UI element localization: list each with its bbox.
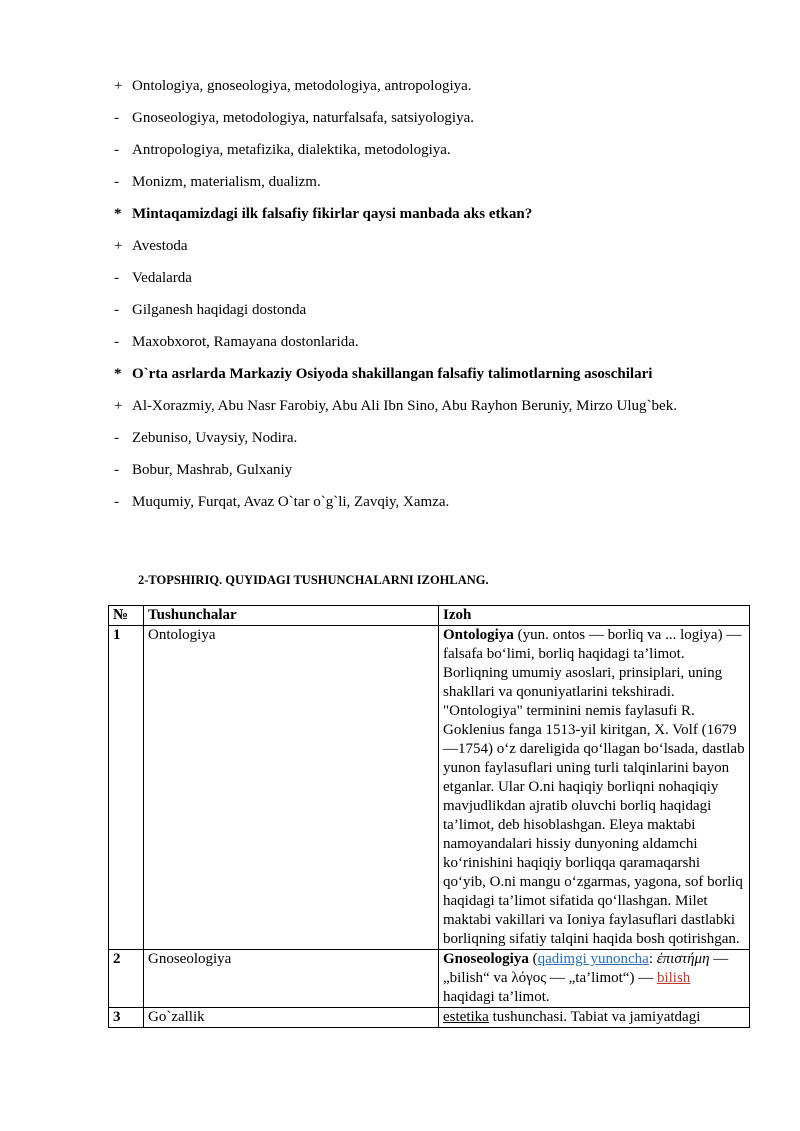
greek-word: ἐπιστήμη: [656, 951, 710, 967]
desc-text: (yun. ontos — borliq va ... logiya) — falsafa bo‘limi, borliq haqidagi ta’limot. Borliqning umumiy asoslari, prinsiplari, uning shakllari va qonuniyatlarini tekshiradi. "Ontologiya" terminini nemis faylasufi R. Goklenius fanga 1513-yil kiritgan, X. Volf (1679—1754) o‘z dareligida qo‘llagan bo‘lsada, dastlab yunon faylasuflari uning turli talqinlarini bayon etganlar. Ular O.ni haqiqiy borliqni nohaqiqiy mavjudlikdan ajratib oluvchi borliq haqidagi ta’limot, deb hisoblashgan. Eleya maktabi namoyandalari hissiy dunyoning aldamchi ko‘rinishini haqiqiy borliqqa qaramaqarshi qo‘yib, O.ni mangu o‘zgarmas, yagona, sof borliq haqidagi ta’limot sifatida qo‘llashgan. Milet maktabi vakillari va Ioniya faylasuflari dastlabki borliqning sifatiy talqini haqida bosh qotirishgan.: [443, 627, 745, 947]
desc-term-bold: Ontologiya: [443, 627, 514, 643]
quiz-marker: -: [114, 302, 119, 318]
quiz-option: [114, 461, 292, 479]
row-num: 1: [109, 626, 144, 950]
row-description: [439, 950, 750, 1008]
quiz-option: [114, 397, 677, 415]
header-term: Tushunchalar: [144, 606, 439, 626]
quiz-question: [114, 365, 652, 383]
row-description: [439, 1008, 750, 1028]
header-desc: Izoh: [439, 606, 750, 626]
row-description: [439, 626, 750, 950]
quiz-option: [114, 173, 321, 191]
link-bilish[interactable]: bilish: [656, 970, 691, 986]
quiz-marker: +: [114, 398, 123, 414]
quiz-option: [114, 141, 451, 159]
quiz-text: Bobur, Mashrab, Gulxaniy: [132, 462, 293, 478]
quiz-text: Gnoseologiya, metodologiya, naturfalsafa, satsiyologiya.: [132, 110, 475, 126]
desc-text: — „bilish“ va λόγος — „ta’limot“) —: [443, 951, 729, 986]
row-term: Ontologiya: [144, 626, 439, 950]
desc-text: tushunchasi. Tabiat va jamiyatdagi: [488, 1009, 701, 1025]
link-qadimgi-yunoncha[interactable]: qadimgi yunoncha: [537, 951, 649, 967]
table-header-row: [109, 606, 750, 626]
quiz-marker: -: [114, 110, 119, 126]
quiz-option: [114, 237, 188, 255]
quiz-option: [114, 333, 359, 351]
quiz-text: Mintaqamizdagi ilk falsafiy fikirlar qaysi manbada aks etkan?: [132, 206, 533, 222]
quiz-option: [114, 301, 306, 319]
quiz-text: Avestoda: [132, 238, 188, 254]
section-heading: 2-TOPSHIRIQ. QUYIDAGI TUSHUNCHALARNI IZOHLANG.: [138, 573, 489, 587]
table-row: [109, 950, 750, 1008]
link-estetika[interactable]: estetika: [443, 1009, 489, 1025]
quiz-text: Zebuniso, Uvaysiy, Nodira.: [132, 430, 298, 446]
quiz-text: Antropologiya, metafizika, dialektika, metodologiya.: [132, 142, 451, 158]
table-row: [109, 1008, 750, 1028]
terms-table: [108, 605, 750, 1028]
quiz-marker: -: [114, 494, 119, 510]
quiz-text: Maxobxorot, Ramayana dostonlarida.: [132, 334, 359, 350]
header-num: №: [109, 606, 144, 626]
row-num: 3: [109, 1008, 144, 1028]
quiz-option: [114, 269, 192, 287]
desc-text: :: [648, 951, 657, 967]
quiz-marker: -: [114, 334, 119, 350]
quiz-marker: -: [114, 270, 119, 286]
quiz-option: [114, 429, 297, 447]
quiz-text: O`rta asrlarda Markaziy Osiyoda shakillangan falsafiy talimotlarning asoschilari: [132, 366, 653, 382]
quiz-text: Al-Xorazmiy, Abu Nasr Farobiy, Abu Ali Ibn Sino, Abu Rayhon Beruniy, Mirzo Ulug`bek.: [132, 398, 677, 414]
quiz-option: [114, 493, 449, 511]
quiz-marker: -: [114, 430, 119, 446]
quiz-marker: +: [114, 78, 123, 94]
quiz-marker: -: [114, 142, 119, 158]
quiz-text: Ontologiya, gnoseologiya, metodologiya, antropologiya.: [132, 78, 472, 94]
quiz-question: [114, 205, 532, 223]
desc-term-bold: Gnoseologiya: [443, 951, 529, 967]
row-num: 2: [109, 950, 144, 1008]
quiz-option: [114, 109, 474, 127]
quiz-text: Muqumiy, Furqat, Avaz O`tar o`g`li, Zavqiy, Xamza.: [132, 494, 450, 510]
desc-text: haqidagi ta’limot.: [443, 989, 550, 1005]
row-term: Gnoseologiya: [144, 950, 439, 1008]
desc-text: (: [528, 951, 538, 967]
table-row: [109, 626, 750, 950]
quiz-marker: *: [114, 366, 122, 382]
quiz-marker: *: [114, 206, 122, 222]
quiz-text: Gilganesh haqidagi dostonda: [132, 302, 307, 318]
quiz-marker: -: [114, 174, 119, 190]
quiz-text: Monizm, materialism, dualizm.: [132, 174, 321, 190]
quiz-marker: -: [114, 462, 119, 478]
quiz-option: [114, 77, 472, 95]
row-term: Go`zallik: [144, 1008, 439, 1028]
quiz-text: Vedalarda: [132, 270, 192, 286]
quiz-marker: +: [114, 238, 123, 254]
